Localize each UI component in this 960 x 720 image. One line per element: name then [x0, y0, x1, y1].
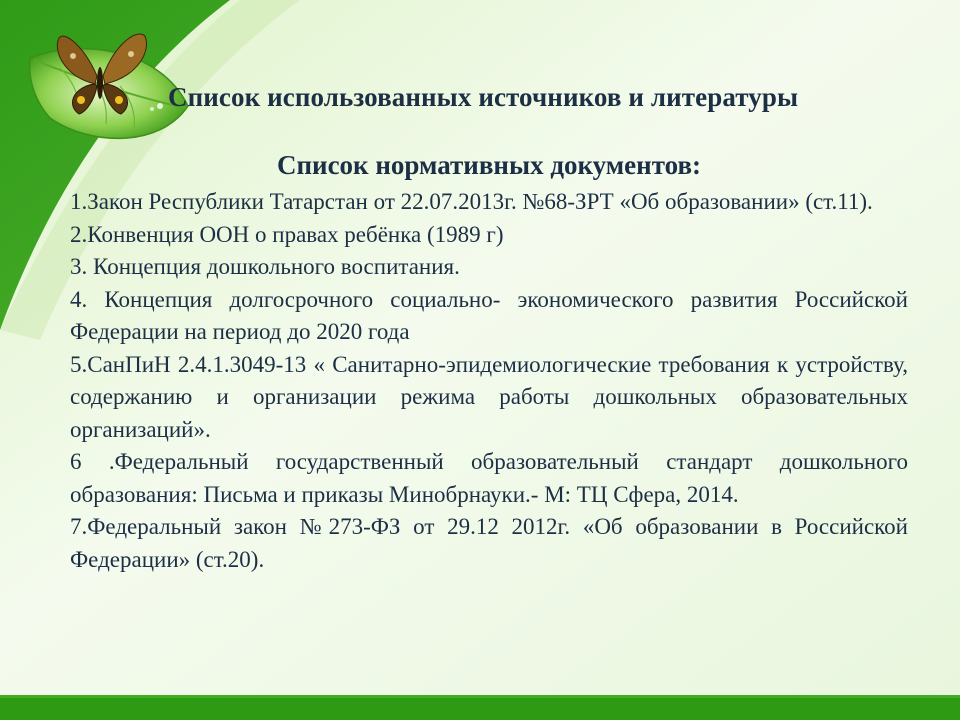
slide-title: Список использованных источников и литературы — [168, 82, 799, 112]
list-item: 7.Федеральный закон №273-ФЗ от 29.12 2012г. «Об образовании в Российской Федерации» (ст.20). — [70, 514, 908, 572]
list-item: 6 .Федеральный государственный образовательный стандарт дошкольного образования: Письма и приказы Минобрнауки.- М: ТЦ Сфера, 2014. — [70, 449, 908, 507]
list-item: 1.Закон Республики Татарстан от 22.07.2013г. №68-ЗРТ «Об образовании» (ст.11). — [70, 189, 873, 214]
list-item: 5.СанПиН 2.4.1.3049-13 « Санитарно-эпидемиологические требования к устройству, содержанию и организации режима работы дошкольных образовательных организаций». — [70, 351, 908, 442]
sources-list — [70, 186, 908, 576]
list-item: 2.Конвенция ООН о правах ребёнка (1989 г) — [70, 221, 504, 247]
list-item: 4. Концепция долгосрочного социально- экономического развития Российской Федерации на период до 2020 года — [70, 286, 908, 344]
list-item: 3. Концепция дошкольного воспитания. — [70, 254, 460, 279]
section-subtitle: Список нормативных документов: — [276, 150, 702, 180]
butterfly-icon — [45, 28, 155, 118]
